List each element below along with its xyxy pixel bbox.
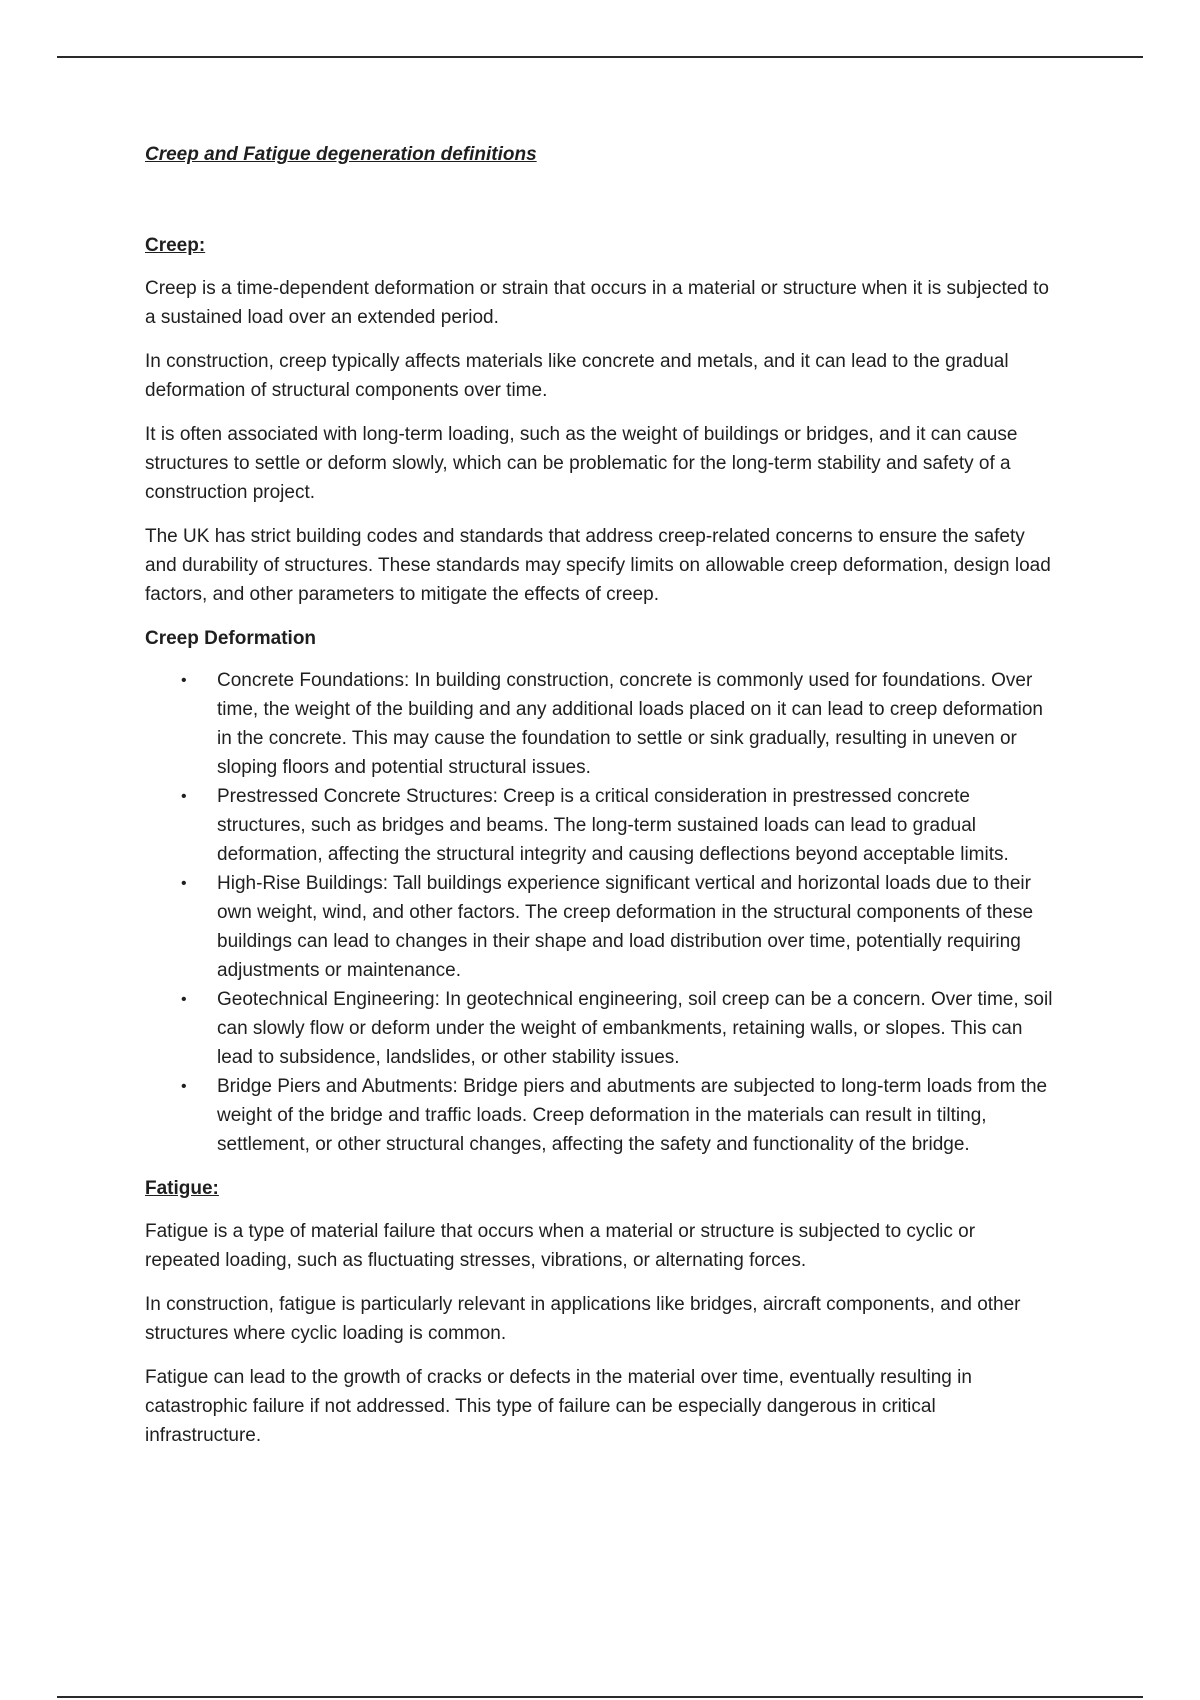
bullet-icon: • [181, 672, 187, 689]
document-body [145, 140, 1055, 1465]
creep-paragraph-1: Creep is a time-dependent deformation or strain that occurs in a material or structure when it is subjected to a sustained load over an extended period. [145, 278, 1049, 328]
bullet-icon: • [181, 1078, 187, 1095]
bullet-icon: • [181, 875, 187, 892]
fatigue-heading: Fatigue: [145, 1178, 219, 1199]
creep-deformation-list [145, 666, 1055, 1159]
page-bottom-rule [57, 1696, 1143, 1698]
list-item-text: Concrete Foundations: In building construction, concrete is commonly used for foundations. Over time, the weight of the building and any additional loads placed on it can lead to creep deformation in the concrete. This may cause the foundation to settle or sink gradually, resulting in uneven or sloping floors and potential structural issues. [217, 670, 1043, 778]
fatigue-paragraph-3: Fatigue can lead to the growth of cracks or defects in the material over time, eventually resulting in catastrophic failure if not addressed. This type of failure can be especially dangerous in critical infrastructure. [145, 1367, 972, 1446]
creep-heading: Creep: [145, 235, 206, 256]
fatigue-paragraph-1: Fatigue is a type of material failure that occurs when a material or structure is subjected to cyclic or repeated loading, such as fluctuating stresses, vibrations, or alternating forces. [145, 1221, 976, 1271]
page-top-rule [57, 56, 1143, 58]
document-title: Creep and Fatigue degeneration definitions [145, 144, 537, 165]
creep-paragraph-4: The UK has strict building codes and standards that address creep-related concerns to ensure the safety and durability of structures. These standards may specify limits on allowable creep deformation, design load factors, and other parameters to mitigate the effects of creep. [145, 526, 1051, 605]
list-item-text: Prestressed Concrete Structures: Creep is a critical consideration in prestressed concrete structures, such as bridges and beams. The long-term sustained loads can lead to gradual deformation, affecting the structural integrity and causing deflections beyond acceptable limits. [217, 786, 1009, 865]
list-item-text: Geotechnical Engineering: In geotechnical engineering, soil creep can be a concern. Over time, soil can slowly flow or deform under the weight of embankments, retaining walls, or slopes. This can lead to subsidence, landslides, or other stability issues. [217, 989, 1053, 1068]
list-item [145, 869, 1055, 985]
creep-paragraph-2: In construction, creep typically affects materials like concrete and metals, and it can lead to the gradual deformation of structural components over time. [145, 351, 1009, 401]
fatigue-paragraph-2: In construction, fatigue is particularly relevant in applications like bridges, aircraft components, and other structures where cyclic loading is common. [145, 1294, 1021, 1344]
bullet-icon: • [181, 991, 187, 1008]
list-item-text: Bridge Piers and Abutments: Bridge piers and abutments are subjected to long-term loads from the weight of the bridge and traffic loads. Creep deformation in the materials can result in tilting, settlement, or other structural changes, affecting the safety and functionality of the bridge. [217, 1076, 1048, 1155]
list-item [145, 782, 1055, 869]
list-item-text: High-Rise Buildings: Tall buildings experience significant vertical and horizontal loads due to their own weight, wind, and other factors. The creep deformation in the structural components of these buildings can lead to changes in their shape and load distribution over time, potentially requiring adjustments or maintenance. [217, 873, 1034, 981]
creep-deformation-heading: Creep Deformation [145, 628, 317, 649]
list-item [145, 985, 1055, 1072]
creep-paragraph-3: It is often associated with long-term loading, such as the weight of buildings or bridges, and it can cause structures to settle or deform slowly, which can be problematic for the long-term stability and safety of a construction project. [145, 424, 1018, 503]
list-item [145, 1072, 1055, 1159]
list-item [145, 666, 1055, 782]
bullet-icon: • [181, 788, 187, 805]
